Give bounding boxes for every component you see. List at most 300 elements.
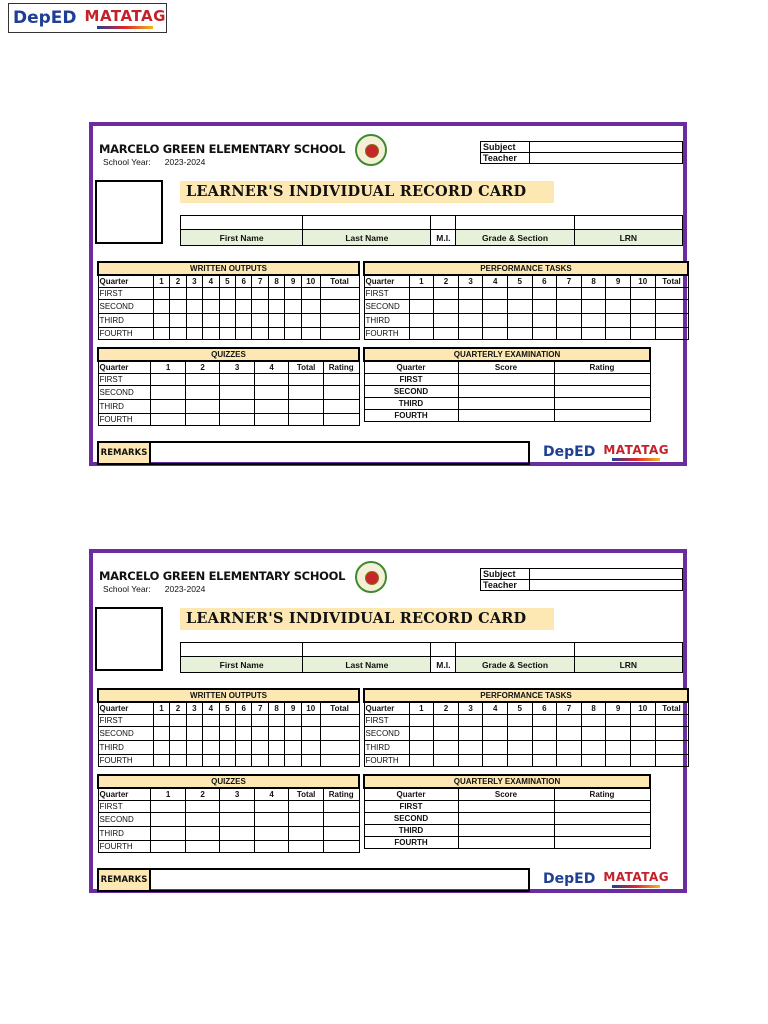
remarks-field[interactable]	[151, 443, 528, 463]
score-cell[interactable]	[268, 715, 284, 727]
score-cell[interactable]	[151, 813, 186, 827]
score-cell[interactable]	[323, 827, 359, 841]
record-card	[89, 122, 687, 466]
quarter-label: SECOND	[98, 727, 153, 741]
score-cell[interactable]	[458, 825, 554, 837]
score-cell[interactable]	[630, 715, 655, 727]
score-cell[interactable]	[434, 288, 459, 300]
score-cell[interactable]	[409, 328, 434, 340]
score-cell[interactable]	[219, 715, 235, 727]
score-cell[interactable]	[458, 398, 554, 410]
score-cell[interactable]	[151, 841, 186, 853]
score-cell[interactable]	[151, 801, 186, 813]
score-cell[interactable]	[203, 715, 219, 727]
score-cell[interactable]	[483, 328, 508, 340]
score-cell[interactable]	[409, 727, 434, 741]
table-row	[98, 400, 359, 414]
section-title: QUARTERLY EXAMINATION	[364, 775, 650, 788]
score-cell[interactable]	[554, 398, 650, 410]
score-cell[interactable]	[220, 801, 255, 813]
remarks-field[interactable]	[151, 870, 528, 890]
score-cell[interactable]	[301, 715, 320, 727]
score-cell[interactable]	[268, 314, 284, 328]
score-cell[interactable]	[434, 715, 459, 727]
score-cell[interactable]	[557, 300, 582, 314]
score-cell[interactable]	[289, 386, 324, 400]
teacher-field[interactable]	[529, 153, 683, 164]
score-cell[interactable]	[554, 825, 650, 837]
score-cell[interactable]	[186, 314, 202, 328]
score-cell[interactable]	[532, 715, 557, 727]
section-title: PERFORMANCE TASKS	[364, 689, 688, 702]
score-cell[interactable]	[323, 414, 359, 426]
score-cell[interactable]	[185, 827, 220, 841]
score-cell[interactable]	[219, 314, 235, 328]
score-cell[interactable]	[219, 741, 235, 755]
score-cell[interactable]	[581, 314, 606, 328]
score-cell[interactable]	[655, 741, 688, 755]
score-cell[interactable]	[203, 314, 219, 328]
score-cell[interactable]	[151, 400, 186, 414]
mi-field[interactable]	[431, 216, 456, 230]
score-cell[interactable]	[554, 374, 650, 386]
score-cell[interactable]	[185, 813, 220, 827]
score-cell[interactable]	[557, 288, 582, 300]
mi-field[interactable]	[431, 643, 456, 657]
score-cell[interactable]	[153, 755, 169, 767]
score-cell[interactable]	[532, 288, 557, 300]
quarter-label: THIRD	[364, 398, 458, 410]
score-cell[interactable]	[458, 300, 483, 314]
score-cell[interactable]	[236, 741, 252, 755]
score-cell[interactable]	[301, 741, 320, 755]
score-cell[interactable]	[409, 314, 434, 328]
first-name-field[interactable]	[181, 643, 303, 657]
score-cell[interactable]	[252, 715, 268, 727]
score-cell[interactable]	[581, 741, 606, 755]
score-cell[interactable]	[606, 755, 631, 767]
score-cell[interactable]	[285, 741, 301, 755]
score-cell[interactable]	[630, 727, 655, 741]
score-cell[interactable]	[186, 727, 202, 741]
score-cell[interactable]	[252, 755, 268, 767]
score-cell[interactable]	[458, 837, 554, 849]
score-cell[interactable]	[203, 288, 219, 300]
score-cell[interactable]	[606, 288, 631, 300]
score-cell[interactable]	[507, 314, 532, 328]
score-cell[interactable]	[220, 813, 255, 827]
score-cell[interactable]	[320, 314, 359, 328]
score-cell[interactable]	[532, 741, 557, 755]
subject-field[interactable]	[529, 569, 683, 580]
score-cell[interactable]	[301, 755, 320, 767]
score-cell[interactable]	[409, 288, 434, 300]
score-cell[interactable]	[220, 374, 255, 386]
score-cell[interactable]	[285, 755, 301, 767]
score-cell[interactable]	[186, 715, 202, 727]
score-cell[interactable]	[320, 328, 359, 340]
score-cell[interactable]	[289, 374, 324, 386]
score-cell[interactable]	[236, 328, 252, 340]
score-cell[interactable]	[557, 314, 582, 328]
score-cell[interactable]	[254, 841, 289, 853]
score-cell[interactable]	[606, 328, 631, 340]
teacher-field[interactable]	[529, 580, 683, 591]
score-cell[interactable]	[409, 755, 434, 767]
score-cell[interactable]	[320, 741, 359, 755]
score-cell[interactable]	[532, 314, 557, 328]
score-cell[interactable]	[220, 827, 255, 841]
score-cell[interactable]	[285, 727, 301, 741]
score-cell[interactable]	[532, 727, 557, 741]
score-cell[interactable]	[285, 715, 301, 727]
score-cell[interactable]	[320, 755, 359, 767]
score-cell[interactable]	[458, 374, 554, 386]
score-cell[interactable]	[220, 386, 255, 400]
matatag-logo: MATATAG	[85, 7, 166, 29]
table-row	[98, 755, 359, 767]
column-header: 5	[219, 275, 235, 288]
name-label: LRN	[574, 230, 682, 246]
grade-section-field[interactable]	[456, 643, 574, 657]
score-cell[interactable]	[185, 801, 220, 813]
score-cell[interactable]	[409, 741, 434, 755]
score-cell[interactable]	[236, 300, 252, 314]
score-cell[interactable]	[252, 328, 268, 340]
column-header: 4	[203, 275, 219, 288]
score-cell[interactable]	[186, 755, 202, 767]
score-cell[interactable]	[285, 300, 301, 314]
score-cell[interactable]	[268, 328, 284, 340]
score-cell[interactable]	[268, 741, 284, 755]
score-cell[interactable]	[186, 300, 202, 314]
score-cell[interactable]	[220, 414, 255, 426]
score-cell[interactable]	[630, 741, 655, 755]
score-cell[interactable]	[557, 715, 582, 727]
score-cell[interactable]	[289, 841, 324, 853]
column-header: Quarter	[98, 788, 151, 801]
score-cell[interactable]	[557, 328, 582, 340]
score-cell[interactable]	[507, 328, 532, 340]
score-cell[interactable]	[219, 300, 235, 314]
name-label: First Name	[181, 657, 303, 673]
score-cell[interactable]	[268, 727, 284, 741]
quarter-label: THIRD	[364, 741, 409, 755]
score-cell[interactable]	[655, 715, 688, 727]
score-cell[interactable]	[458, 328, 483, 340]
score-cell[interactable]	[532, 755, 557, 767]
score-cell[interactable]	[434, 328, 459, 340]
column-header: 3	[220, 361, 255, 374]
score-cell[interactable]	[170, 741, 186, 755]
score-cell[interactable]	[581, 755, 606, 767]
table-row	[364, 813, 650, 825]
score-cell[interactable]	[655, 288, 688, 300]
score-cell[interactable]	[185, 841, 220, 853]
score-cell[interactable]	[483, 314, 508, 328]
score-cell[interactable]	[219, 328, 235, 340]
score-cell[interactable]	[655, 300, 688, 314]
score-cell[interactable]	[219, 288, 235, 300]
grade-section-field[interactable]	[456, 216, 574, 230]
score-cell[interactable]	[170, 755, 186, 767]
score-cell[interactable]	[606, 715, 631, 727]
photo-box[interactable]	[95, 180, 163, 244]
score-cell[interactable]	[532, 328, 557, 340]
score-cell[interactable]	[483, 715, 508, 727]
score-cell[interactable]	[557, 727, 582, 741]
score-cell[interactable]	[285, 288, 301, 300]
score-cell[interactable]	[458, 386, 554, 398]
table-row	[98, 801, 359, 813]
score-cell[interactable]	[458, 410, 554, 422]
score-cell[interactable]	[151, 827, 186, 841]
name-label: M.I.	[431, 230, 456, 246]
score-cell[interactable]	[458, 755, 483, 767]
score-cell[interactable]	[254, 374, 289, 386]
score-cell[interactable]	[581, 727, 606, 741]
score-cell[interactable]	[483, 755, 508, 767]
score-cell[interactable]	[185, 374, 220, 386]
score-cell[interactable]	[606, 727, 631, 741]
table-row	[98, 328, 359, 340]
score-cell[interactable]	[458, 813, 554, 825]
score-cell[interactable]	[153, 715, 169, 727]
score-cell[interactable]	[153, 314, 169, 328]
card-title: LEARNER'S INDIVIDUAL RECORD CARD	[180, 181, 554, 203]
score-cell[interactable]	[220, 400, 255, 414]
score-cell[interactable]	[153, 741, 169, 755]
score-cell[interactable]	[219, 727, 235, 741]
score-cell[interactable]	[153, 328, 169, 340]
score-cell[interactable]	[301, 314, 320, 328]
score-cell[interactable]	[458, 715, 483, 727]
score-cell[interactable]	[252, 300, 268, 314]
score-cell[interactable]	[507, 727, 532, 741]
score-cell[interactable]	[236, 755, 252, 767]
table-row	[98, 715, 359, 727]
school-seal-icon	[355, 561, 387, 593]
score-cell[interactable]	[458, 741, 483, 755]
score-cell[interactable]	[254, 801, 289, 813]
score-cell[interactable]	[458, 314, 483, 328]
score-cell[interactable]	[153, 727, 169, 741]
score-cell[interactable]	[581, 328, 606, 340]
score-cell[interactable]	[236, 288, 252, 300]
table-row	[364, 300, 688, 314]
score-cell[interactable]	[630, 328, 655, 340]
score-cell[interactable]	[507, 715, 532, 727]
score-cell[interactable]	[507, 755, 532, 767]
column-header: 9	[285, 275, 301, 288]
column-header: Total	[655, 702, 688, 715]
column-header: Rating	[323, 788, 359, 801]
score-cell[interactable]	[507, 300, 532, 314]
deped-logo: DepED	[543, 444, 596, 460]
column-header: 8	[581, 275, 606, 288]
score-cell[interactable]	[557, 741, 582, 755]
score-cell[interactable]	[323, 801, 359, 813]
score-cell[interactable]	[236, 314, 252, 328]
photo-box[interactable]	[95, 607, 163, 671]
score-cell[interactable]	[289, 400, 324, 414]
score-cell[interactable]	[153, 288, 169, 300]
score-cell[interactable]	[268, 288, 284, 300]
score-cell[interactable]	[289, 827, 324, 841]
score-cell[interactable]	[219, 755, 235, 767]
last-name-field[interactable]	[303, 216, 431, 230]
score-cell[interactable]	[252, 288, 268, 300]
score-cell[interactable]	[236, 715, 252, 727]
score-cell[interactable]	[434, 314, 459, 328]
score-cell[interactable]	[252, 741, 268, 755]
score-cell[interactable]	[483, 741, 508, 755]
score-cell[interactable]	[320, 727, 359, 741]
score-cell[interactable]	[458, 288, 483, 300]
lrn-field[interactable]	[574, 643, 682, 657]
score-cell[interactable]	[323, 386, 359, 400]
column-header: 4	[254, 361, 289, 374]
score-cell[interactable]	[630, 300, 655, 314]
score-cell[interactable]	[254, 400, 289, 414]
score-cell[interactable]	[289, 813, 324, 827]
score-cell[interactable]	[301, 288, 320, 300]
score-cell[interactable]	[289, 801, 324, 813]
score-cell[interactable]	[554, 801, 650, 813]
score-cell[interactable]	[323, 841, 359, 853]
score-cell[interactable]	[434, 755, 459, 767]
score-cell[interactable]	[254, 386, 289, 400]
score-cell[interactable]	[301, 300, 320, 314]
table-row	[364, 727, 688, 741]
score-cell[interactable]	[434, 727, 459, 741]
score-cell[interactable]	[203, 300, 219, 314]
score-cell[interactable]	[532, 300, 557, 314]
score-cell[interactable]	[301, 727, 320, 741]
score-cell[interactable]	[630, 755, 655, 767]
score-cell[interactable]	[483, 300, 508, 314]
score-cell[interactable]	[434, 300, 459, 314]
subject-field[interactable]	[529, 142, 683, 153]
remarks-label: REMARKS	[99, 443, 151, 463]
column-header: 4	[483, 702, 508, 715]
score-cell[interactable]	[203, 741, 219, 755]
score-cell[interactable]	[323, 813, 359, 827]
score-cell[interactable]	[186, 288, 202, 300]
score-cell[interactable]	[153, 300, 169, 314]
score-cell[interactable]	[186, 741, 202, 755]
score-cell[interactable]	[185, 414, 220, 426]
score-cell[interactable]	[409, 715, 434, 727]
column-header: Total	[320, 275, 359, 288]
score-cell[interactable]	[483, 727, 508, 741]
score-cell[interactable]	[320, 288, 359, 300]
score-cell[interactable]	[554, 813, 650, 825]
score-cell[interactable]	[606, 314, 631, 328]
score-cell[interactable]	[170, 300, 186, 314]
score-cell[interactable]	[320, 300, 359, 314]
score-cell[interactable]	[554, 837, 650, 849]
score-cell[interactable]	[483, 288, 508, 300]
score-cell[interactable]	[409, 300, 434, 314]
score-cell[interactable]	[268, 300, 284, 314]
score-cell[interactable]	[557, 755, 582, 767]
score-cell[interactable]	[554, 410, 650, 422]
score-cell[interactable]	[254, 827, 289, 841]
score-cell[interactable]	[554, 386, 650, 398]
score-cell[interactable]	[268, 755, 284, 767]
score-cell[interactable]	[289, 414, 324, 426]
score-cell[interactable]	[151, 374, 186, 386]
quarter-label: SECOND	[98, 813, 151, 827]
column-header: 2	[170, 275, 186, 288]
score-cell[interactable]	[581, 300, 606, 314]
score-cell[interactable]	[630, 288, 655, 300]
score-cell[interactable]	[434, 741, 459, 755]
score-cell[interactable]	[507, 741, 532, 755]
score-cell[interactable]	[220, 841, 255, 853]
score-cell[interactable]	[581, 715, 606, 727]
score-cell[interactable]	[252, 727, 268, 741]
quarter-label: FIRST	[98, 801, 151, 813]
score-cell[interactable]	[458, 727, 483, 741]
score-cell[interactable]	[606, 300, 631, 314]
score-cell[interactable]	[170, 288, 186, 300]
score-cell[interactable]	[323, 400, 359, 414]
score-cell[interactable]	[203, 755, 219, 767]
score-cell[interactable]	[301, 328, 320, 340]
score-cell[interactable]	[655, 328, 688, 340]
score-cell[interactable]	[185, 400, 220, 414]
score-cell[interactable]	[507, 288, 532, 300]
score-cell[interactable]	[655, 314, 688, 328]
score-cell[interactable]	[254, 813, 289, 827]
lrn-field[interactable]	[574, 216, 682, 230]
score-cell[interactable]	[151, 386, 186, 400]
score-cell[interactable]	[170, 715, 186, 727]
score-cell[interactable]	[170, 328, 186, 340]
last-name-field[interactable]	[303, 643, 431, 657]
table-row	[98, 300, 359, 314]
section-title: WRITTEN OUTPUTS	[98, 262, 359, 275]
score-cell[interactable]	[236, 727, 252, 741]
score-cell[interactable]	[151, 414, 186, 426]
column-header: 5	[219, 702, 235, 715]
quarter-label: SECOND	[364, 813, 458, 825]
score-cell[interactable]	[185, 386, 220, 400]
score-cell[interactable]	[630, 314, 655, 328]
first-name-field[interactable]	[181, 216, 303, 230]
score-cell[interactable]	[203, 727, 219, 741]
score-cell[interactable]	[170, 314, 186, 328]
school-name: MARCELO GREEN ELEMENTARY SCHOOL	[99, 569, 346, 583]
score-cell[interactable]	[655, 755, 688, 767]
score-cell[interactable]	[254, 414, 289, 426]
score-cell[interactable]	[252, 314, 268, 328]
score-cell[interactable]	[186, 328, 202, 340]
score-cell[interactable]	[458, 801, 554, 813]
score-cell[interactable]	[285, 314, 301, 328]
score-cell[interactable]	[320, 715, 359, 727]
score-cell[interactable]	[170, 727, 186, 741]
score-cell[interactable]	[655, 727, 688, 741]
score-cell[interactable]	[285, 328, 301, 340]
table-row	[98, 314, 359, 328]
score-cell[interactable]	[581, 288, 606, 300]
score-cell[interactable]	[203, 328, 219, 340]
score-cell[interactable]	[606, 741, 631, 755]
score-cell[interactable]	[323, 374, 359, 386]
